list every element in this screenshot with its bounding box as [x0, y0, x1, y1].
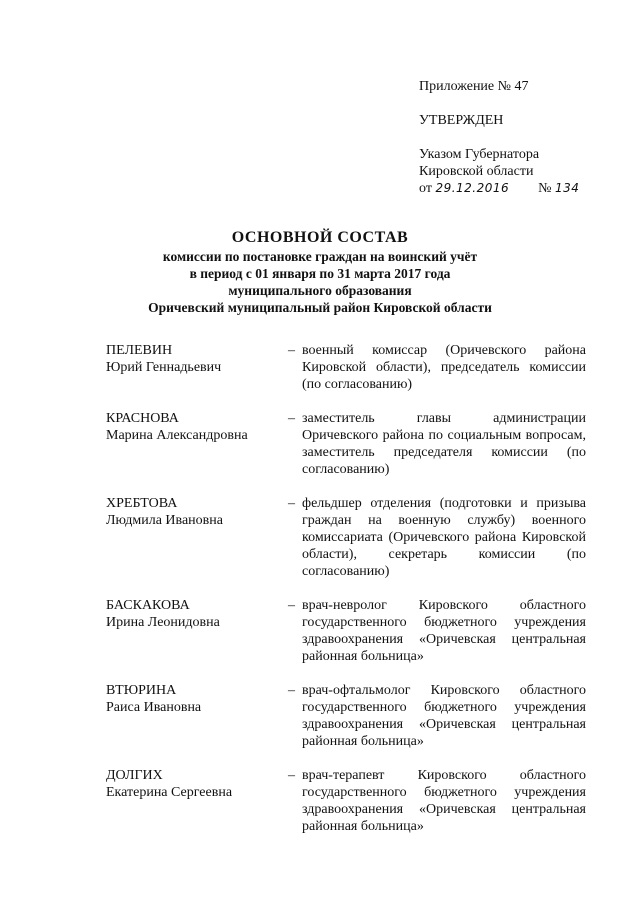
member-role: врач-терапевт Кировского областного государственного бюджетного учреждения здравоохранения «Оричевская центральная районная больница»: [302, 768, 586, 834]
decree-line-1: Указом Губернатора: [419, 147, 540, 162]
member-surname: ХРЕБТОВА: [106, 496, 178, 511]
dash-separator: –: [288, 683, 295, 698]
number-label: №: [538, 181, 552, 196]
member-given-name: Людмила Ивановна: [106, 513, 223, 528]
dash-separator: –: [288, 411, 295, 426]
decree-number: 134: [555, 181, 580, 195]
member-entry: [106, 342, 586, 393]
member-role: врач-офтальмолог Кировского областного государственного бюджетного учреждения здравоохранения «Оричевская центральная районная больница»: [302, 683, 586, 749]
subtitle-line: комиссии по постановке граждан на воинский учёт: [162, 249, 478, 264]
member-entry: [106, 597, 586, 665]
member-name: [106, 495, 286, 529]
member-role: военный комиссар (Оричевского района Кировской области), председатель комиссии (по согласованию): [302, 343, 586, 392]
member-surname: ПЕЛЕВИН: [106, 343, 173, 358]
decree-date-line: [419, 180, 579, 197]
approved-label: УТВЕРЖДЕН: [419, 113, 504, 128]
member-entry: [106, 410, 586, 478]
main-title: ОСНОВНОЙ СОСТАВ: [231, 229, 409, 246]
member-role: фельдшер отделения (подготовки и призыва граждан на военную службу) военного комиссариата (Оричевского района Кировской области), секретарь комиссии (по согласованию): [302, 496, 586, 579]
member-surname: БАСКАКОВА: [106, 598, 190, 613]
decree-date: 29.12.2016: [435, 181, 510, 195]
member-given-name: Юрий Геннадьевич: [106, 360, 222, 375]
subtitle-line: муниципального образования: [228, 283, 412, 298]
member-entry: [106, 682, 586, 750]
member-name: [106, 410, 286, 444]
dash-separator: –: [288, 768, 295, 783]
appendix-number: Приложение № 47: [419, 79, 529, 94]
member-role: заместитель главы администрации Оричевского района по социальным вопросам, заместитель председателя комиссии (по согласованию): [302, 411, 586, 477]
member-given-name: Екатерина Сергеевна: [106, 785, 233, 800]
member-surname: КРАСНОВА: [106, 411, 179, 426]
member-surname: ДОЛГИХ: [106, 768, 163, 783]
members-list: [106, 342, 586, 835]
approval-stamp: [419, 78, 579, 197]
member-given-name: Марина Александровна: [106, 428, 248, 443]
member-name: [106, 767, 286, 801]
dash-separator: –: [288, 496, 295, 511]
member-name: [106, 342, 286, 376]
from-label: от: [419, 181, 432, 196]
decree-line-2: Кировской области: [419, 164, 534, 179]
member-entry: [106, 767, 586, 835]
member-given-name: Ирина Леонидовна: [106, 615, 220, 630]
member-entry: [106, 495, 586, 580]
dash-separator: –: [288, 598, 295, 613]
dash-separator: –: [288, 343, 295, 358]
member-role: врач-невролог Кировского областного государственного бюджетного учреждения здравоохранения «Оричевская центральная районная больница»: [302, 598, 586, 664]
member-name: [106, 682, 286, 716]
member-given-name: Раиса Ивановна: [106, 700, 202, 715]
member-name: [106, 597, 286, 631]
subtitle-line: Оричевский муниципальный район Кировской области: [148, 300, 492, 315]
document-title: [0, 228, 640, 316]
member-surname: ВТЮРИНА: [106, 683, 177, 698]
subtitle-line: в период с 01 января по 31 марта 2017 года: [189, 266, 451, 281]
